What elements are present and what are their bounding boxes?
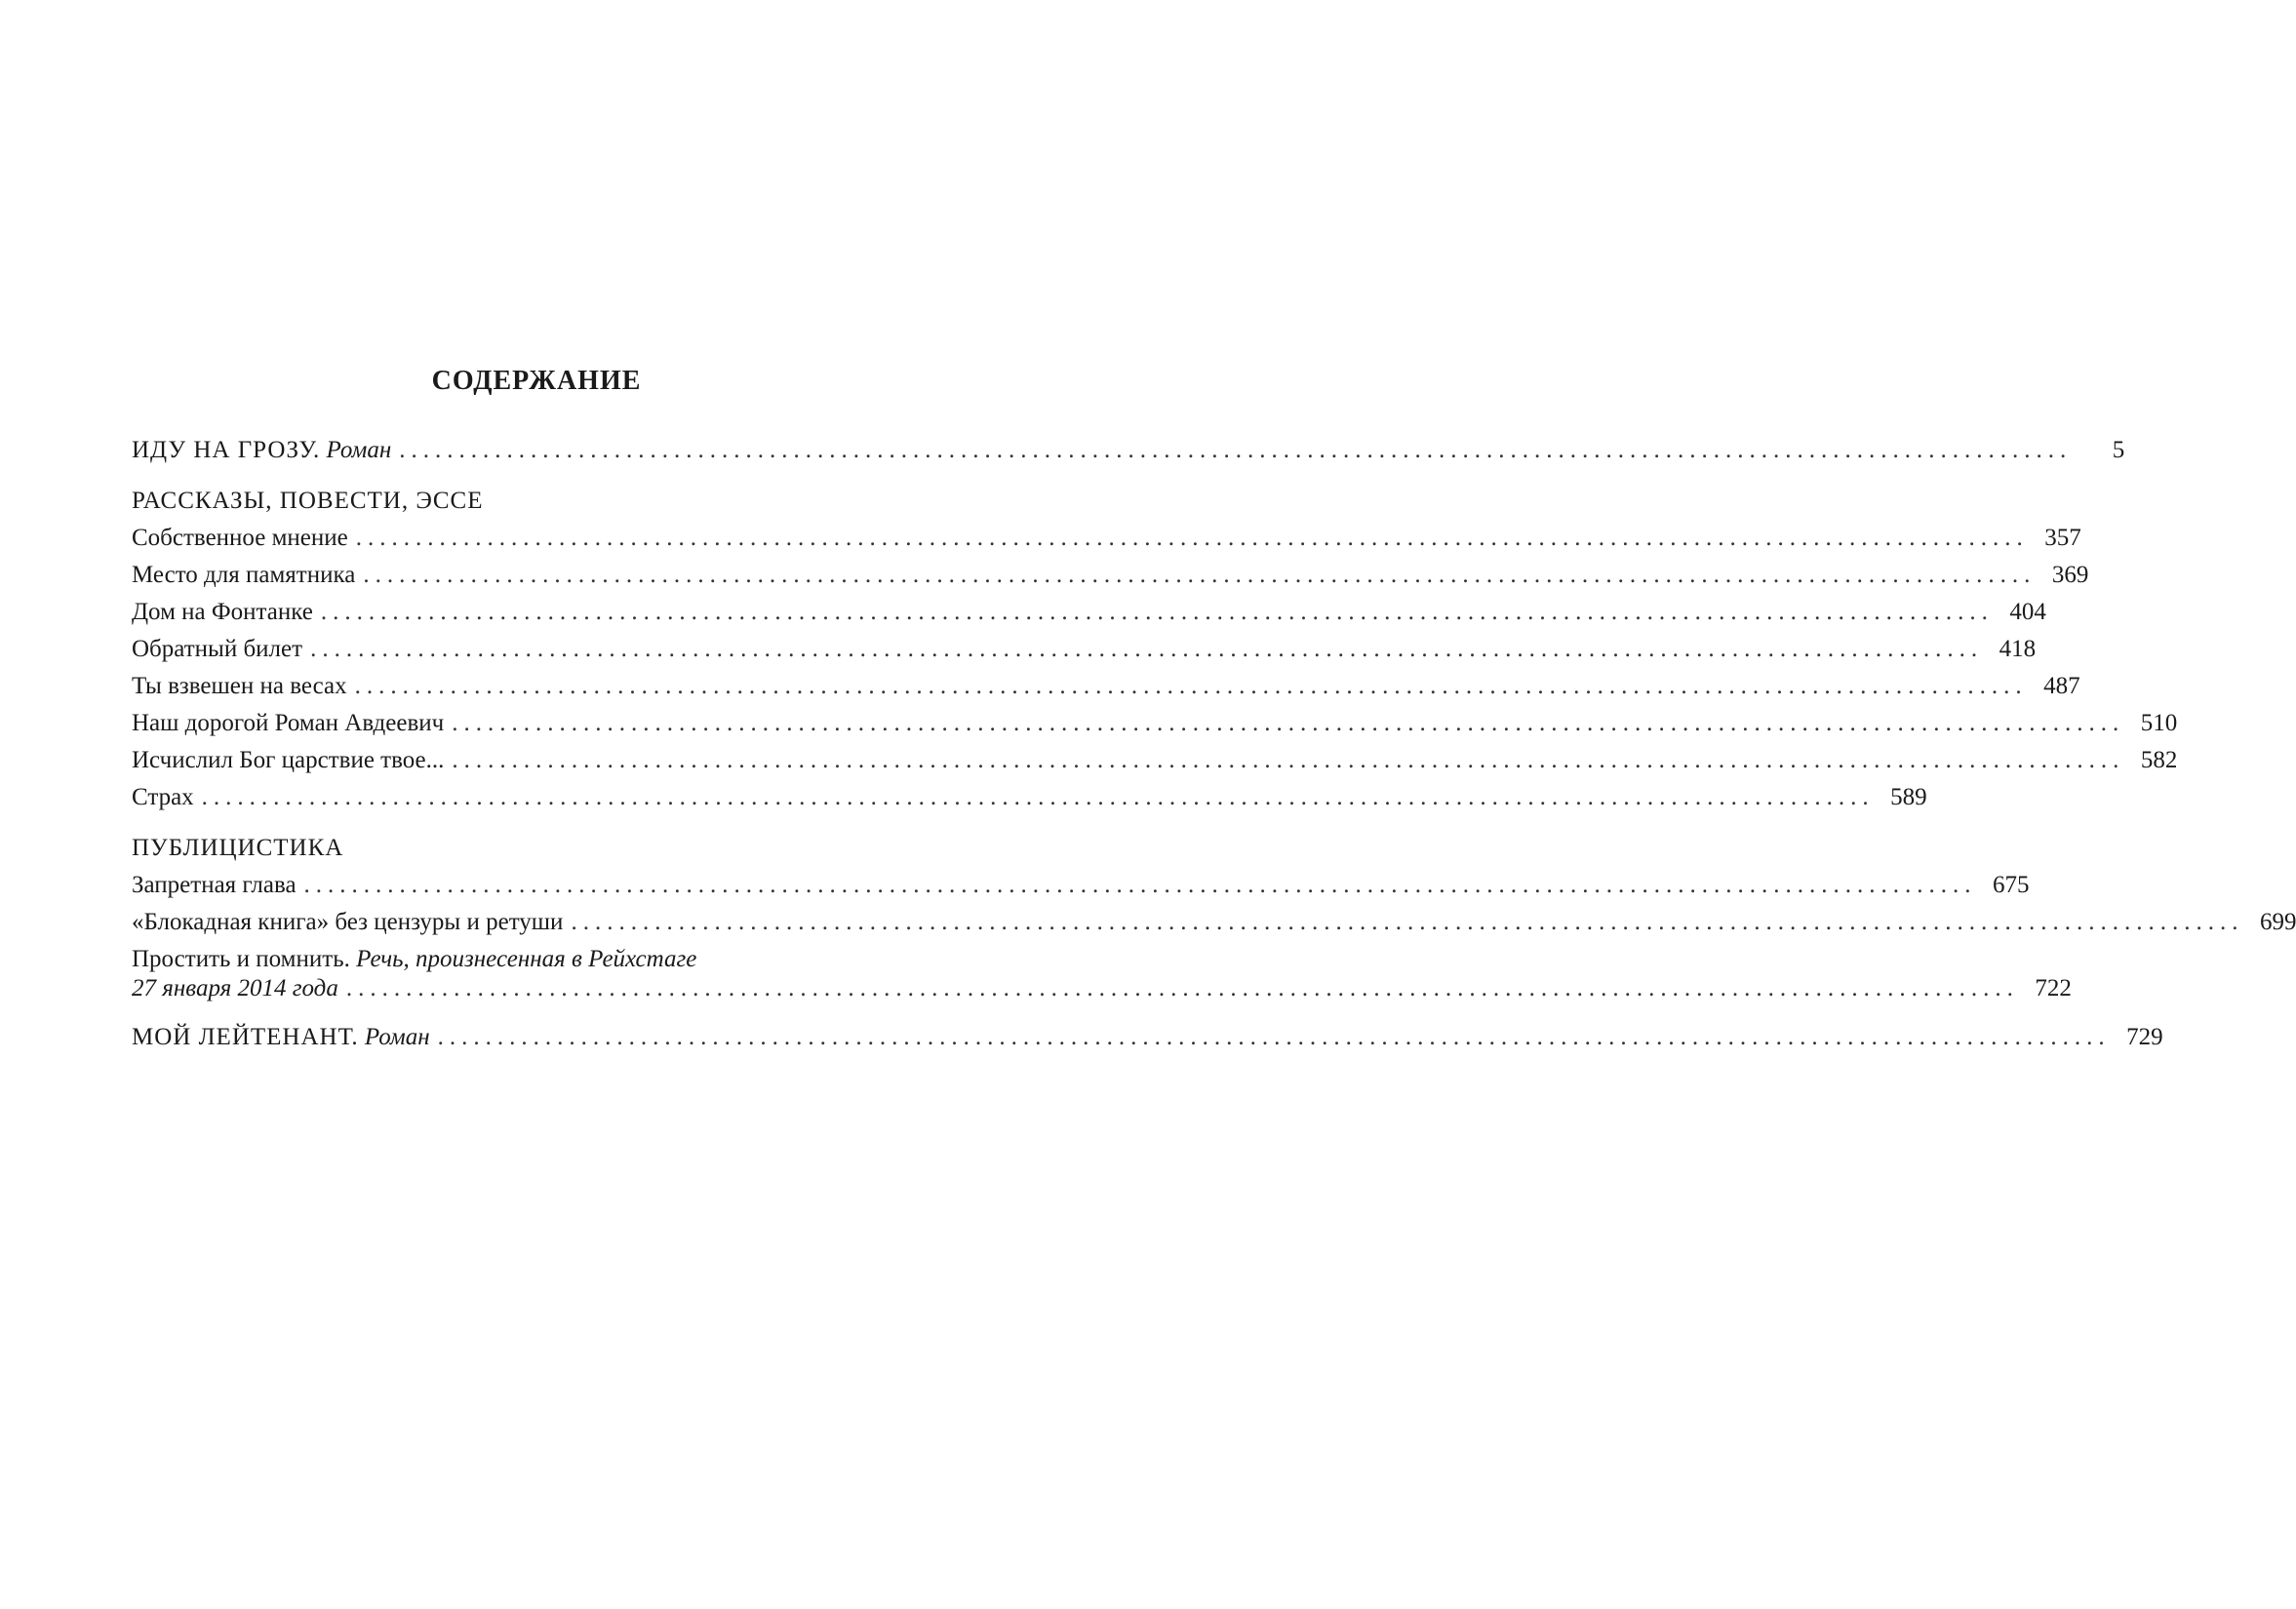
- page-number: 418: [1999, 636, 2037, 662]
- toc-entry: [132, 634, 2037, 665]
- toc-entry: [132, 907, 2296, 938]
- page-number: 589: [1890, 784, 1927, 810]
- toc-entry-speech-line-2: [132, 973, 2072, 1004]
- toc-entry: [132, 782, 1927, 813]
- entry-title: Ты взвешен на весах: [132, 673, 347, 699]
- entry-title: [132, 1022, 430, 1053]
- toc-entry: [132, 597, 2046, 628]
- entry-title: Место для памятника: [132, 562, 356, 588]
- dot-leader: ............................................................................................................................................: [355, 525, 2029, 551]
- page-number: 5: [2112, 437, 2125, 463]
- toc-entry-speech-line-1: [132, 944, 696, 975]
- entry-title: Обратный билет: [132, 636, 303, 662]
- entry-title: Наш дорогой Роман Авдеевич: [132, 710, 445, 736]
- page-number: 582: [2140, 747, 2178, 773]
- toc-entry: [132, 671, 2080, 702]
- toc-entry: [132, 745, 2178, 776]
- toc-entry: [132, 523, 2081, 554]
- entry-genre: Роман: [364, 1024, 430, 1050]
- entry-title: Запретная глава: [132, 872, 297, 898]
- dot-leader: ............................................................................................................................................: [363, 562, 2037, 588]
- toc-entry-novel-2: [132, 1022, 2163, 1053]
- page-number: 357: [2044, 525, 2081, 551]
- page-number: 487: [2043, 673, 2080, 699]
- entry-title: Дом на Фонтанке: [132, 599, 313, 625]
- dot-leader: ............................................................................................................................................: [452, 747, 2125, 773]
- dot-leader: ............................................................................................................................................: [354, 673, 2028, 699]
- section-heading-journalism: ПУБЛИЦИСТИКА: [132, 835, 344, 861]
- entry-title: [132, 435, 391, 466]
- toc-entry: [132, 870, 2030, 901]
- entry-date: 27 января 2014 года: [132, 975, 338, 1001]
- dot-leader: ............................................................................................................................................: [399, 437, 2073, 463]
- toc-title: СОДЕРЖАНИЕ: [431, 366, 642, 396]
- entry-main-title: ИДУ НА ГРОЗУ.: [132, 437, 321, 463]
- entry-title: Исчислил Бог царствие твое...: [132, 747, 445, 773]
- page-number: 510: [2140, 710, 2178, 736]
- page-number: 722: [2035, 975, 2072, 1001]
- toc-entry-novel-1: [132, 435, 2125, 466]
- toc-entry: [132, 708, 2178, 739]
- entry-subtitle: Речь, произнесенная в Рейхстаге: [356, 946, 697, 972]
- entry-title: «Блокадная книга» без цензуры и ретуши: [132, 909, 564, 935]
- entry-main-title: МОЙ ЛЕЙТЕНАНТ.: [132, 1024, 359, 1050]
- dot-leader: ............................................................................................................................................: [571, 909, 2244, 935]
- toc-entry: [132, 560, 2089, 591]
- page-number: 369: [2051, 562, 2089, 588]
- page-number: 404: [2009, 599, 2046, 625]
- page-number: 699: [2259, 909, 2296, 935]
- dot-leader: ............................................................................................................................................: [345, 975, 2019, 1001]
- entry-title: Страх: [132, 784, 194, 810]
- entry-main-title: Простить и помнить.: [132, 946, 350, 972]
- dot-leader: ............................................................................................................................................: [452, 710, 2125, 736]
- dot-leader: ............................................................................................................................................: [320, 599, 1994, 625]
- section-heading-stories: РАССКАЗЫ, ПОВЕСТИ, ЭССЕ: [132, 488, 484, 514]
- page-number: 729: [2126, 1024, 2163, 1050]
- entry-genre: Роман: [326, 437, 392, 463]
- dot-leader: ............................................................................................................................................: [310, 636, 1984, 662]
- page-number: 675: [1993, 872, 2030, 898]
- dot-leader: ............................................................................................................................................: [303, 872, 1977, 898]
- dot-leader: ............................................................................................................................................: [437, 1024, 2111, 1050]
- entry-title: [132, 973, 338, 1004]
- dot-leader: ............................................................................................................................................: [201, 784, 1875, 810]
- entry-title: Собственное мнение: [132, 525, 348, 551]
